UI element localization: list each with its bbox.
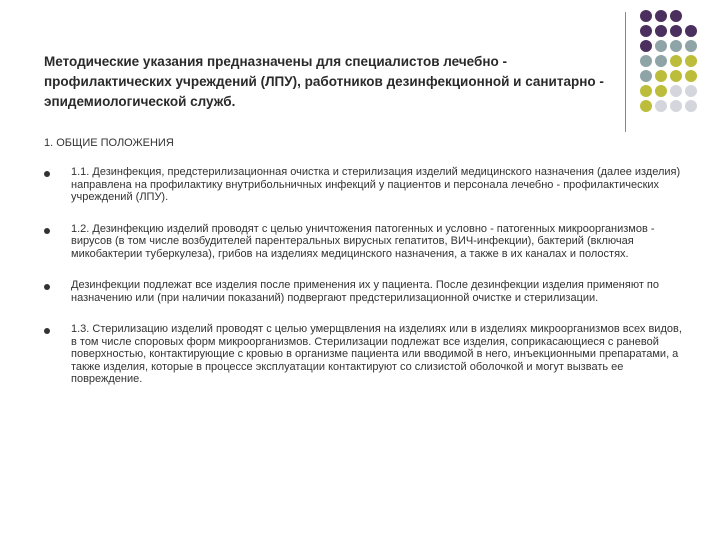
decorative-dot [685,40,697,52]
list-item-text: Дезинфекции подлежат все изделия после применения их у пациента. После дезинфекции изделия применяют по назначению или (при наличии показаний) подвергают предстерилизационной очистке и стерилизации. [71,279,659,304]
decorative-dot [655,70,667,82]
decorative-dot [685,10,697,22]
decorative-dot [685,25,697,37]
slide-title: Методические указания предназначены для специалистов лечебно - профилактических учреждений (ЛПУ), работников дезинфекционной и санитарно - эпидемиологической служб. [44,54,604,109]
bullet-icon [44,328,50,334]
decorative-dot [640,100,652,112]
decorative-dot [670,100,682,112]
decorative-dot [670,85,682,97]
decorative-dot [640,40,652,52]
list-item-text: 1.1. Дезинфекция, предстерилизационная очистка и стерилизация изделий медицинского назначения (далее изделия) направлена на профилактику внутрибольничных инфекций у пациентов и персонала лечебно - профилактических учреждений (ЛПУ). [71,166,681,203]
decorative-divider [625,12,626,132]
list-item [44,223,684,261]
bullet-icon [44,284,50,290]
decorative-dot [655,100,667,112]
decorative-dot [640,25,652,37]
list-item-text: 1.3. Стерилизацию изделий проводят с целью умерщвления на изделиях или в изделиях микроорганизмов всех видов, в том числе споровых форм микроорганизмов. Стерилизации подлежат все изделия, соприкасающиеся с раневой поверхностью, контактирующие с кровью в организме пациента или вводимой в него, инъекционными препаратами, а также изделия, которые в процессе эксплуатации контактируют со слизистой оболочкой и могут вызвать ее повреждение. [71,323,682,385]
decorative-dot [670,55,682,67]
decorative-dot [655,85,667,97]
decorative-dot [640,85,652,97]
decorative-dot [670,70,682,82]
bullet-list [44,166,684,405]
decorative-dot [685,100,697,112]
decorative-dot [685,55,697,67]
decorative-dot [670,10,682,22]
list-item [44,279,684,304]
decorative-dot [685,70,697,82]
list-item [44,166,684,204]
decorative-dot-grid [640,10,697,112]
list-item [44,323,684,386]
decorative-dot [640,55,652,67]
decorative-dot [640,10,652,22]
bullet-icon [44,228,50,234]
list-item-text: 1.2. Дезинфекцию изделий проводят с целью уничтожения патогенных и условно - патогенных микроорганизмов - вирусов (в том числе возбудителей парентеральных вирусных гепатитов, ВИЧ-инфекции), бактерий (включая микобактерии туберкулеза), грибов на изделиях медицинского назначения, а также в их каналах и полостях. [71,222,655,260]
bullet-icon [44,171,50,177]
decorative-dot [655,10,667,22]
decorative-dot [670,25,682,37]
decorative-dot [655,40,667,52]
section-heading: 1. ОБЩИЕ ПОЛОЖЕНИЯ [44,137,174,149]
decorative-dot [655,25,667,37]
decorative-dot [640,70,652,82]
decorative-dot [670,40,682,52]
decorative-dot [685,85,697,97]
decorative-dot [655,55,667,67]
